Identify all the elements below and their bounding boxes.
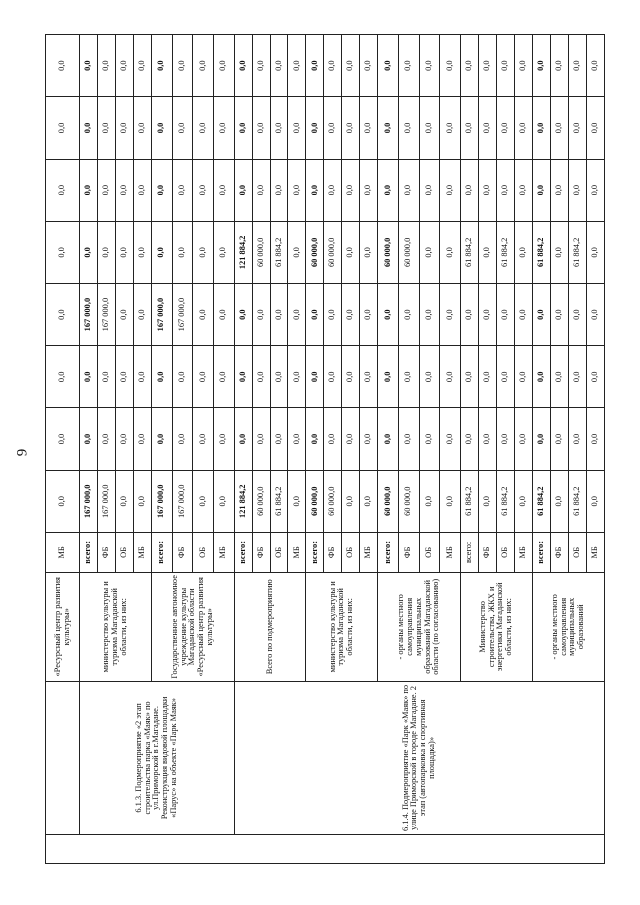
amount-cell: 60 000,0 (378, 221, 399, 283)
amount-cell: 0,0 (550, 470, 568, 532)
amount-cell: 0,0 (478, 284, 496, 346)
amount-cell: 0,0 (496, 284, 514, 346)
executor-cell: - органы местного самоуправления муниципальных образований (532, 572, 604, 681)
funding-source-cell: МБ (586, 532, 604, 572)
amount-cell: 167 000,0 (80, 284, 98, 346)
amount-cell: 0,0 (270, 346, 288, 408)
funding-source-cell: ОБ (342, 532, 360, 572)
amount-cell: 61 884,2 (568, 470, 586, 532)
event-cell (46, 681, 80, 834)
table-row (46, 35, 80, 864)
amount-cell: 0,0 (306, 284, 324, 346)
amount-cell: 60 000,0 (398, 470, 419, 532)
amount-cell: 0,0 (398, 159, 419, 221)
amount-cell: 0,0 (288, 159, 306, 221)
amount-cell: 0,0 (324, 35, 342, 97)
funding-source-cell: ОБ (496, 532, 514, 572)
amount-cell: 0,0 (550, 159, 568, 221)
amount-cell: 0,0 (306, 408, 324, 470)
amount-cell: 0,0 (80, 408, 98, 470)
amount-cell: 0,0 (440, 35, 461, 97)
amount-cell: 0,0 (234, 346, 252, 408)
amount-cell: 0,0 (193, 35, 214, 97)
amount-cell: 0,0 (193, 408, 214, 470)
amount-cell: 0,0 (586, 221, 604, 283)
amount-cell: 0,0 (586, 470, 604, 532)
funding-source-cell: МБ (514, 532, 532, 572)
amount-cell: 0,0 (270, 159, 288, 221)
amount-cell: 61 884,2 (496, 470, 514, 532)
amount-cell: 0,0 (288, 284, 306, 346)
amount-cell: 0,0 (252, 159, 270, 221)
amount-cell: 0,0 (586, 97, 604, 159)
funding-source-cell: ФБ (478, 532, 496, 572)
funding-source-cell: МБ (288, 532, 306, 572)
amount-cell: 0,0 (288, 35, 306, 97)
amount-cell: 0,0 (193, 470, 214, 532)
amount-cell: 60 000,0 (306, 221, 324, 283)
executor-cell: «Ресурсный центр развития культуры» (46, 572, 80, 681)
executor-cell: министерство культуры и туризма Магаданской области, из них: (80, 572, 152, 681)
amount-cell: 0,0 (514, 346, 532, 408)
funding-source-cell: ОБ (270, 532, 288, 572)
funding-source-cell: ОБ (193, 532, 214, 572)
amount-cell: 60 000,0 (252, 470, 270, 532)
executor-cell: Всего по подмероприятию (234, 572, 306, 681)
amount-cell: 0,0 (172, 35, 193, 97)
amount-cell: 0,0 (324, 159, 342, 221)
amount-cell: 0,0 (116, 35, 134, 97)
budget-table-rotated (45, 34, 605, 864)
amount-cell: 0,0 (478, 97, 496, 159)
amount-cell: 0,0 (172, 221, 193, 283)
amount-cell: 0,0 (360, 346, 378, 408)
amount-cell: 0,0 (568, 35, 586, 97)
amount-cell: 0,0 (98, 346, 116, 408)
blank-column (46, 835, 605, 864)
funding-source-cell: МБ (213, 532, 234, 572)
amount-cell: 0,0 (514, 284, 532, 346)
amount-cell: 0,0 (460, 159, 478, 221)
amount-cell: 0,0 (496, 159, 514, 221)
amount-cell: 0,0 (46, 346, 80, 408)
amount-cell: 0,0 (419, 159, 440, 221)
amount-cell: 0,0 (478, 408, 496, 470)
amount-cell: 167 000,0 (98, 470, 116, 532)
amount-cell: 0,0 (288, 408, 306, 470)
amount-cell: 0,0 (342, 284, 360, 346)
amount-cell: 0,0 (440, 221, 461, 283)
amount-cell: 0,0 (398, 408, 419, 470)
budget-table (45, 34, 605, 864)
funding-source-cell: ОБ (116, 532, 134, 572)
amount-cell: 0,0 (568, 408, 586, 470)
amount-cell: 0,0 (532, 284, 550, 346)
amount-cell: 0,0 (532, 408, 550, 470)
amount-cell: 0,0 (478, 221, 496, 283)
amount-cell: 61 884,2 (568, 221, 586, 283)
amount-cell: 0,0 (342, 408, 360, 470)
funding-source-cell: ФБ (324, 532, 342, 572)
amount-cell: 0,0 (419, 221, 440, 283)
amount-cell: 0,0 (568, 97, 586, 159)
amount-cell: 0,0 (550, 408, 568, 470)
amount-cell: 0,0 (193, 346, 214, 408)
amount-cell: 0,0 (514, 97, 532, 159)
amount-cell: 0,0 (532, 35, 550, 97)
amount-cell: 0,0 (342, 97, 360, 159)
event-cell: 6.1.3. Подмероприятие «2 этап строительства парка «Маяк» по ул.Приморской в г.Магадане. Реконструкция видовой площадки «Парус» на объекте «Парк Маяк» (80, 681, 234, 834)
funding-source-cell: всего: (378, 532, 399, 572)
amount-cell: 0,0 (478, 346, 496, 408)
amount-cell: 0,0 (514, 408, 532, 470)
amount-cell: 0,0 (419, 470, 440, 532)
amount-cell: 0,0 (116, 408, 134, 470)
amount-cell: 167 000,0 (152, 284, 173, 346)
amount-cell: 0,0 (46, 470, 80, 532)
amount-cell: 0,0 (46, 97, 80, 159)
amount-cell: 0,0 (440, 284, 461, 346)
funding-source-cell: всего: (152, 532, 173, 572)
amount-cell: 0,0 (213, 284, 234, 346)
amount-cell: 0,0 (98, 408, 116, 470)
amount-cell: 0,0 (360, 470, 378, 532)
amount-cell: 0,0 (234, 97, 252, 159)
amount-cell: 0,0 (116, 284, 134, 346)
amount-cell: 0,0 (134, 470, 152, 532)
amount-cell: 0,0 (324, 408, 342, 470)
funding-source-cell: ФБ (398, 532, 419, 572)
amount-cell: 0,0 (152, 346, 173, 408)
amount-cell: 61 884,2 (532, 221, 550, 283)
amount-cell: 0,0 (398, 346, 419, 408)
amount-cell: 0,0 (252, 408, 270, 470)
amount-cell: 0,0 (496, 408, 514, 470)
amount-cell: 60 000,0 (378, 470, 399, 532)
amount-cell: 0,0 (152, 97, 173, 159)
amount-cell: 0,0 (419, 97, 440, 159)
amount-cell: 121 884,2 (234, 470, 252, 532)
amount-cell: 0,0 (460, 35, 478, 97)
amount-cell: 0,0 (172, 159, 193, 221)
funding-source-cell: всего: (460, 532, 478, 572)
amount-cell: 0,0 (213, 97, 234, 159)
amount-cell: 0,0 (342, 221, 360, 283)
amount-cell: 0,0 (440, 159, 461, 221)
amount-cell: 0,0 (193, 221, 214, 283)
amount-cell: 0,0 (324, 284, 342, 346)
amount-cell: 0,0 (514, 221, 532, 283)
amount-cell: 0,0 (152, 408, 173, 470)
amount-cell: 0,0 (586, 346, 604, 408)
event-cell: 6.1.4. Подмероприятие «Парк «Маяк» по улице Приморской в городе Магадане. 2 этап (автопарковка и спортивная площадка)» (234, 681, 604, 834)
amount-cell: 0,0 (252, 346, 270, 408)
amount-cell: 0,0 (378, 35, 399, 97)
amount-cell: 0,0 (496, 97, 514, 159)
funding-source-cell: ФБ (252, 532, 270, 572)
amount-cell: 0,0 (306, 159, 324, 221)
amount-cell: 0,0 (440, 97, 461, 159)
amount-cell: 0,0 (419, 408, 440, 470)
amount-cell: 0,0 (398, 284, 419, 346)
amount-cell: 0,0 (532, 97, 550, 159)
amount-cell: 0,0 (586, 284, 604, 346)
amount-cell: 0,0 (193, 159, 214, 221)
amount-cell: 0,0 (360, 284, 378, 346)
amount-cell: 167 000,0 (172, 284, 193, 346)
table-row (80, 35, 98, 864)
amount-cell: 0,0 (342, 470, 360, 532)
amount-cell: 0,0 (568, 346, 586, 408)
amount-cell: 0,0 (116, 97, 134, 159)
amount-cell: 0,0 (460, 408, 478, 470)
amount-cell: 0,0 (46, 159, 80, 221)
funding-source-cell: всего: (532, 532, 550, 572)
executor-cell: - органы местного самоуправления муниципальных образований Магаданской области (по согласованию) (378, 572, 461, 681)
amount-cell: 0,0 (213, 35, 234, 97)
amount-cell: 0,0 (550, 97, 568, 159)
amount-cell: 0,0 (398, 35, 419, 97)
amount-cell: 0,0 (419, 35, 440, 97)
amount-cell: 0,0 (234, 284, 252, 346)
amount-cell: 0,0 (568, 284, 586, 346)
amount-cell: 0,0 (342, 159, 360, 221)
amount-cell: 0,0 (270, 408, 288, 470)
amount-cell: 0,0 (478, 35, 496, 97)
amount-cell: 0,0 (419, 284, 440, 346)
amount-cell: 0,0 (134, 408, 152, 470)
amount-cell: 0,0 (172, 346, 193, 408)
amount-cell: 0,0 (586, 159, 604, 221)
amount-cell: 0,0 (532, 346, 550, 408)
funding-source-cell: всего: (234, 532, 252, 572)
amount-cell: 0,0 (360, 97, 378, 159)
amount-cell: 61 884,2 (460, 470, 478, 532)
amount-cell: 61 884,2 (270, 221, 288, 283)
amount-cell: 0,0 (514, 35, 532, 97)
amount-cell: 0,0 (46, 284, 80, 346)
amount-cell: 0,0 (134, 221, 152, 283)
amount-cell: 0,0 (378, 97, 399, 159)
amount-cell: 60 000,0 (398, 221, 419, 283)
amount-cell: 0,0 (288, 470, 306, 532)
amount-cell: 0,0 (586, 408, 604, 470)
amount-cell: 0,0 (252, 35, 270, 97)
amount-cell: 61 884,2 (532, 470, 550, 532)
amount-cell: 0,0 (252, 97, 270, 159)
amount-cell: 0,0 (193, 284, 214, 346)
executor-cell: Государственное автономное учреждение культуры Магаданской области «Ресурсный центр развития культуры» (152, 572, 235, 681)
amount-cell: 0,0 (550, 284, 568, 346)
amount-cell: 167 000,0 (80, 470, 98, 532)
funding-source-cell: ФБ (98, 532, 116, 572)
amount-cell: 0,0 (306, 35, 324, 97)
amount-cell: 0,0 (134, 346, 152, 408)
amount-cell: 0,0 (172, 97, 193, 159)
amount-cell: 0,0 (324, 97, 342, 159)
amount-cell: 0,0 (378, 408, 399, 470)
funding-source-cell: ОБ (419, 532, 440, 572)
amount-cell: 0,0 (360, 221, 378, 283)
funding-source-cell: ФБ (172, 532, 193, 572)
amount-cell: 0,0 (80, 97, 98, 159)
funding-source-cell: МБ (46, 532, 80, 572)
funding-source-cell: ОБ (568, 532, 586, 572)
amount-cell: 0,0 (98, 159, 116, 221)
amount-cell: 0,0 (378, 346, 399, 408)
executor-cell: Министерство строительства, ЖКХ и энергетики Магаданской области, из них: (460, 572, 532, 681)
executor-cell: министерство культуры и туризма Магаданской области, из них: (306, 572, 378, 681)
amount-cell: 0,0 (360, 35, 378, 97)
amount-cell: 0,0 (324, 346, 342, 408)
amount-cell: 0,0 (496, 35, 514, 97)
amount-cell: 0,0 (46, 408, 80, 470)
amount-cell: 0,0 (360, 159, 378, 221)
amount-cell: 0,0 (134, 97, 152, 159)
amount-cell: 0,0 (116, 346, 134, 408)
amount-cell: 0,0 (46, 35, 80, 97)
amount-cell: 0,0 (478, 159, 496, 221)
amount-cell: 167 000,0 (98, 284, 116, 346)
amount-cell: 0,0 (80, 159, 98, 221)
amount-cell: 0,0 (460, 346, 478, 408)
amount-cell: 0,0 (288, 221, 306, 283)
amount-cell: 167 000,0 (172, 470, 193, 532)
amount-cell: 0,0 (80, 346, 98, 408)
amount-cell: 0,0 (419, 346, 440, 408)
amount-cell: 0,0 (213, 470, 234, 532)
amount-cell: 0,0 (80, 35, 98, 97)
amount-cell: 0,0 (234, 159, 252, 221)
amount-cell: 61 884,2 (460, 221, 478, 283)
amount-cell: 60 000,0 (306, 470, 324, 532)
amount-cell: 0,0 (134, 35, 152, 97)
amount-cell: 0,0 (460, 284, 478, 346)
amount-cell: 0,0 (98, 35, 116, 97)
amount-cell: 60 000,0 (324, 470, 342, 532)
amount-cell: 0,0 (213, 159, 234, 221)
table-row (234, 35, 252, 864)
amount-cell: 0,0 (234, 35, 252, 97)
amount-cell: 61 884,2 (270, 470, 288, 532)
funding-source-cell: МБ (440, 532, 461, 572)
amount-cell: 0,0 (116, 159, 134, 221)
amount-cell: 0,0 (306, 346, 324, 408)
amount-cell: 61 884,2 (496, 221, 514, 283)
amount-cell: 0,0 (270, 35, 288, 97)
amount-cell: 121 884,2 (234, 221, 252, 283)
amount-cell: 0,0 (152, 159, 173, 221)
amount-cell: 0,0 (342, 346, 360, 408)
amount-cell: 0,0 (116, 470, 134, 532)
amount-cell: 0,0 (193, 97, 214, 159)
amount-cell: 0,0 (80, 221, 98, 283)
amount-cell: 60 000,0 (252, 221, 270, 283)
amount-cell: 0,0 (586, 35, 604, 97)
amount-cell: 0,0 (440, 470, 461, 532)
amount-cell: 0,0 (288, 346, 306, 408)
amount-cell: 0,0 (460, 97, 478, 159)
amount-cell: 0,0 (342, 35, 360, 97)
amount-cell: 0,0 (134, 284, 152, 346)
amount-cell: 0,0 (532, 159, 550, 221)
amount-cell: 0,0 (270, 97, 288, 159)
amount-cell: 0,0 (360, 408, 378, 470)
amount-cell: 0,0 (213, 346, 234, 408)
funding-source-cell: всего: (80, 532, 98, 572)
amount-cell: 0,0 (440, 346, 461, 408)
funding-source-cell: МБ (360, 532, 378, 572)
amount-cell: 0,0 (478, 470, 496, 532)
amount-cell: 0,0 (234, 408, 252, 470)
amount-cell: 0,0 (213, 221, 234, 283)
amount-cell: 60 000,0 (324, 221, 342, 283)
amount-cell: 0,0 (378, 284, 399, 346)
amount-cell: 0,0 (550, 35, 568, 97)
amount-cell: 0,0 (152, 221, 173, 283)
amount-cell: 0,0 (98, 221, 116, 283)
amount-cell: 0,0 (550, 221, 568, 283)
amount-cell: 0,0 (378, 159, 399, 221)
amount-cell: 0,0 (440, 408, 461, 470)
funding-source-cell: МБ (134, 532, 152, 572)
amount-cell: 0,0 (134, 159, 152, 221)
amount-cell: 0,0 (152, 35, 173, 97)
amount-cell: 0,0 (514, 159, 532, 221)
funding-source-cell: ФБ (550, 532, 568, 572)
amount-cell: 0,0 (550, 346, 568, 408)
amount-cell: 0,0 (496, 346, 514, 408)
amount-cell: 0,0 (568, 159, 586, 221)
amount-cell: 0,0 (270, 284, 288, 346)
amount-cell: 0,0 (288, 97, 306, 159)
amount-cell: 0,0 (98, 97, 116, 159)
amount-cell: 167 000,0 (152, 470, 173, 532)
amount-cell: 0,0 (172, 408, 193, 470)
amount-cell: 0,0 (213, 408, 234, 470)
amount-cell: 0,0 (398, 97, 419, 159)
amount-cell: 0,0 (46, 221, 80, 283)
funding-source-cell: всего: (306, 532, 324, 572)
amount-cell: 0,0 (514, 470, 532, 532)
amount-cell: 0,0 (116, 221, 134, 283)
amount-cell: 0,0 (306, 97, 324, 159)
page-number: 9 (14, 448, 31, 457)
amount-cell: 0,0 (252, 284, 270, 346)
